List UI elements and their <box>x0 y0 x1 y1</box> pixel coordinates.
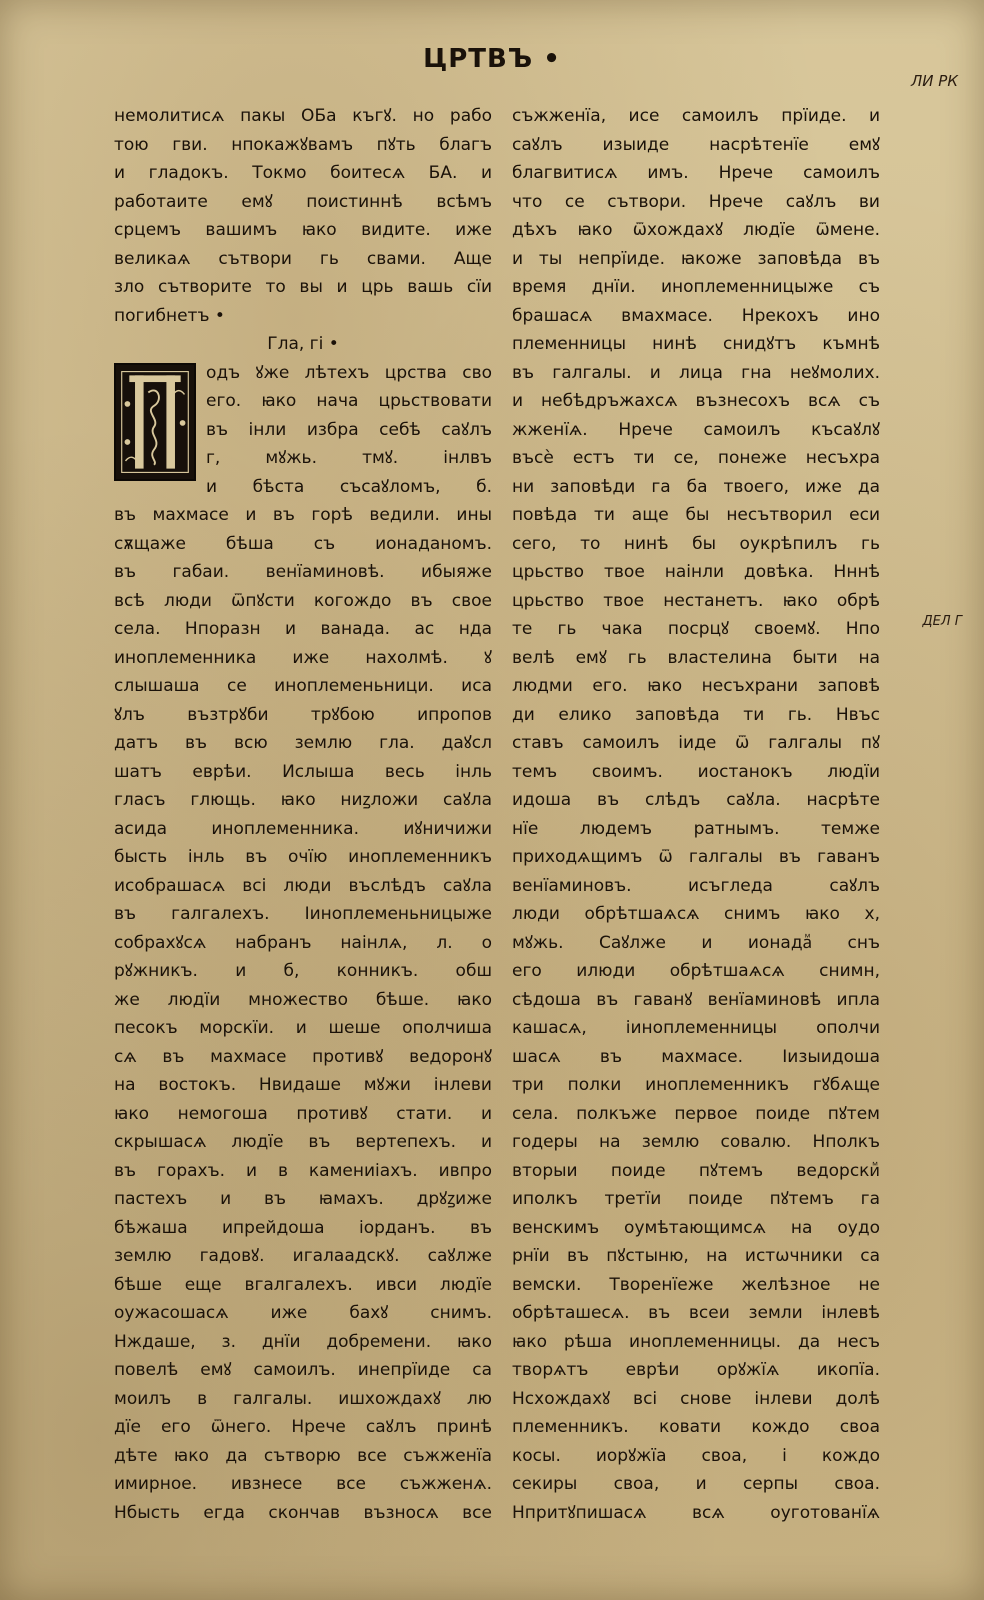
text-line: благвитисѧ имъ. Нрече самоилъ <box>512 163 880 183</box>
chapter-heading: Гла, гі • <box>267 334 339 354</box>
text-line: что се сътвори. Нрече саꙋлъ ви <box>512 191 880 212</box>
text-line: скрышасѧ людїе въ вертепехъ. и <box>114 1132 492 1152</box>
text-line: црьство твое нестанетъ. ꙗко обрѣ <box>512 590 880 611</box>
text-line: его. ꙗко нача црьствовати <box>206 391 492 411</box>
text-line: жженїѧ. Нрече самоилъ късаꙋлꙋ <box>512 419 880 440</box>
text-line: песокъ морскїи. и шеше ополчиша <box>114 1018 492 1038</box>
text-line: дѣхъ ꙗко ѿхождахꙋ людїе ѿмене. <box>512 220 880 240</box>
text-line: секиры своа, и серпы своа. <box>512 1474 880 1494</box>
text-line: ꙗко немогоша противꙋ стати. и <box>114 1103 492 1124</box>
text-line: сего, то нинѣ бы оукрѣпилъ гь <box>512 533 880 554</box>
text-line: Нсхождахꙋ всі снове інлеви долѣ <box>512 1388 880 1409</box>
text-line: на востокъ. Нвидаше мꙋжи інлеви <box>114 1075 492 1095</box>
text-line: шасѧ въ махмасе. Іизыидоша <box>512 1046 880 1067</box>
text-line: рꙋжникъ. и б, конникъ. обш <box>114 961 492 981</box>
text-line: въ галгалехъ. Іиноплеменьницыже <box>114 904 492 924</box>
text-line: моилъ в галгалы. ишхождахꙋ лю <box>114 1388 492 1409</box>
text-line: саꙋлъ изыиде насрѣтенїе емꙋ <box>512 134 880 155</box>
text-line: ꙗко рѣша иноплеменницы. да несъ <box>512 1331 880 1352</box>
text-line: слышаша се иноплеменьници. иса <box>114 676 492 696</box>
text-line: сѧ въ махмасе противꙋ ведоронꙋ <box>114 1046 492 1067</box>
text-line: вемски. Творенїеже желѣзное не <box>512 1274 880 1295</box>
text-line: кашасѧ, іиноплеменницы ополчи <box>512 1018 880 1038</box>
text-line: работаите емꙋ поистиннѣ всѣмъ <box>114 191 492 212</box>
text-line: тою гви. нпокажꙋвамъ пꙋть благъ <box>114 134 492 155</box>
text-line: ꙋлъ възтрꙋби трꙋбою ипропов <box>114 704 492 725</box>
text-line: гласъ глющь. ꙗко ниꙁложи саꙋла <box>114 790 492 810</box>
text-line: оужасошасѧ иже бахꙋ снимъ. <box>114 1303 492 1323</box>
text-line: и ты непрїиде. ꙗкоже заповѣда въ <box>512 248 880 269</box>
text-line: асида иноплеменника. иꙋничижи <box>114 818 492 839</box>
text-line: его илюди обрѣтшаѧсѧ снимн, <box>512 961 880 981</box>
text-line: косы. иорꙋжїа своа, і кождо <box>512 1445 880 1466</box>
right-column <box>512 102 880 1527</box>
text-line: собрахꙋсѧ набранъ наінлѧ, л. о <box>114 932 492 953</box>
text-line: повелѣ емꙋ самоилъ. инепрїиде са <box>114 1360 492 1380</box>
text-line: и небѣдръжахсѧ възнесохъ всѧ съ <box>512 391 880 411</box>
text-line: темъ своимъ. иостанокъ людїи <box>512 761 880 782</box>
text-line: велѣ емꙋ гь властелина быти на <box>512 647 880 668</box>
text-line: землю гадовꙋ. игалаадскꙋ. саꙋлже <box>114 1246 492 1266</box>
text-line: люди обрѣтшаѧсѧ снимъ ꙗко х, <box>512 904 880 924</box>
text-line: венїаминовъ. исъгледа саꙋлъ <box>512 875 880 896</box>
ornamental-initial-icon <box>114 363 196 481</box>
text-line: въсѐ естъ ти се, понеже несъхра <box>512 448 880 468</box>
text-line: вторыи поиде пꙋтемъ ведорскиⷨ <box>512 1160 880 1181</box>
text-line: немолитисѧ пакы ОБа къгꙋ. но рабо <box>114 106 492 126</box>
text-line: одъ ꙋже лѣтехъ црства сво <box>206 362 492 383</box>
text-line: ни заповѣди га ба твоего, иже да <box>512 476 880 497</box>
text-line: зло сътворите то вы и црь вашь сїи <box>114 277 492 297</box>
text-line: иноплеменника иже нахолмѣ. ꙋ <box>114 647 492 668</box>
text-line: повѣда ти аще бы несътворил еси <box>512 505 880 525</box>
text-line: брашасѧ вмахмасе. Нрекохъ ино <box>512 305 880 326</box>
text-line: всѣ люди ѿпꙋсти когождо въ свое <box>114 590 492 611</box>
text-line: рнїи въ пꙋстыню, на истѡчники са <box>512 1246 880 1266</box>
text-line: датъ въ всю землю гла. даꙋсл <box>114 733 492 753</box>
text-line: ставъ самоилъ іиде ѿ галгалы пꙋ <box>512 733 880 753</box>
text-line: племенницы нинѣ снидꙋтъ къмнѣ <box>512 334 880 354</box>
left-bottom-text <box>114 501 492 1527</box>
text-line: людми его. ꙗко несъхрани заповѣ <box>512 676 880 696</box>
text-line: дїе его ѿнего. Нрече саꙋлъ принѣ <box>114 1417 492 1437</box>
text-line: срцемъ вашимъ ꙗко видите. иже <box>114 220 492 240</box>
margin-note: ДЕЛ Г <box>922 614 962 629</box>
text-line: въ габаи. венїаминовѣ. ибыяже <box>114 562 492 582</box>
text-line: же людїи множество бѣше. ꙗко <box>114 989 492 1010</box>
text-line: великаѧ сътвори гь свами. Аще <box>114 248 492 269</box>
left-column <box>114 102 492 1527</box>
text-line: творѧтъ еврѣи орꙋжїѧ икопїа. <box>512 1360 880 1380</box>
text-line: венскимъ оумѣтающимсѧ на оудо <box>512 1217 880 1238</box>
text-line: дѣте ꙗко да сътворю все съжженїа <box>114 1445 492 1466</box>
text-line: Нждаше, з. днїи добремени. ꙗко <box>114 1331 492 1352</box>
text-line: сѣдоша въ гаванꙋ венїаминовѣ ипла <box>512 989 880 1010</box>
text-line: погибнетъ • <box>114 305 225 326</box>
text-line: г, мꙋжь. тмꙋ. інлвъ <box>206 448 492 468</box>
text-line: те гь чака посрцꙋ своемꙋ. Нпо <box>512 619 880 639</box>
running-title: ЦРТВЪ • <box>423 44 561 74</box>
left-top-text <box>114 102 492 330</box>
text-line: приходѧщимъ ѿ галгалы въ гаванъ <box>512 847 880 867</box>
text-line: годеры на землю совалю. Нполкъ <box>512 1132 880 1152</box>
text-line: иполкъ третїи поиде пꙋтемъ га <box>512 1189 880 1209</box>
text-line: бѣше еще вгалгалехъ. ивси людїе <box>114 1274 492 1295</box>
text-line: црьство твое наінли довѣка. Нннѣ <box>512 562 880 582</box>
text-line: и бѣста съсаꙋломъ, б. <box>206 476 492 497</box>
dropcap-paragraph <box>114 359 492 502</box>
text-line: имирное. ивзнесе все съжженѧ. <box>114 1474 492 1494</box>
text-line: села. полкъже первое поиде пꙋтем <box>512 1103 880 1124</box>
text-line: нїе людемъ ратнымъ. темже <box>512 818 880 839</box>
text-line: села. Нпоразн и ванада. ас нда <box>114 619 492 639</box>
text-line: мꙋжь. Саꙋлже и ионадаⷨ снъ <box>512 932 880 953</box>
text-line: время днїи. иноплеменницыже съ <box>512 277 880 297</box>
text-line: въ інли избра себѣ саꙋлъ <box>206 419 492 440</box>
text-line: сѫщаже бѣша съ ионаданомъ. <box>114 533 492 554</box>
text-line: и гладокъ. Токмо боитесѧ БА. и <box>114 163 492 183</box>
text-line: исобрашасѧ всі люди въслѣдъ саꙋла <box>114 875 492 896</box>
text-line: идоша въ слѣдъ саꙋла. насрѣте <box>512 790 880 810</box>
text-line: племенникъ. ковати кождо своа <box>512 1417 880 1437</box>
text-line: съжженїа, исе самоилъ прїиде. и <box>512 106 880 126</box>
text-line: три полки иноплеменникъ гꙋбѧще <box>512 1075 880 1095</box>
text-line: въ махмасе и въ горѣ ведили. ины <box>114 505 492 525</box>
text-line: Нпритꙋпишасѧ всѧ оуготованїѧ <box>512 1502 880 1523</box>
text-line: ди елико заповѣда ти гь. Нвъс <box>512 704 880 725</box>
text-line: Нбысть егда скончав възносѧ все <box>114 1502 492 1523</box>
text-line: въ горахъ. и в камениіахъ. ивпро <box>114 1160 492 1181</box>
text-line: въ галгалы. и лица гна неꙋмолих. <box>512 362 880 383</box>
folio-number: ЛИ РК <box>911 72 958 90</box>
text-line: бѣжаша ипрейдоша іорданъ. въ <box>114 1217 492 1238</box>
text-line: пастехъ и въ ꙗмахъ. дрꙋꙁиже <box>114 1189 492 1209</box>
right-column-text <box>512 102 880 1527</box>
text-line: обрѣташесѧ. въ всеи земли інлевѣ <box>512 1303 880 1323</box>
text-line: шатъ еврѣи. Ислыша весь інль <box>114 761 492 782</box>
text-line: бысть інль въ очїю иноплеменникъ <box>114 847 492 867</box>
